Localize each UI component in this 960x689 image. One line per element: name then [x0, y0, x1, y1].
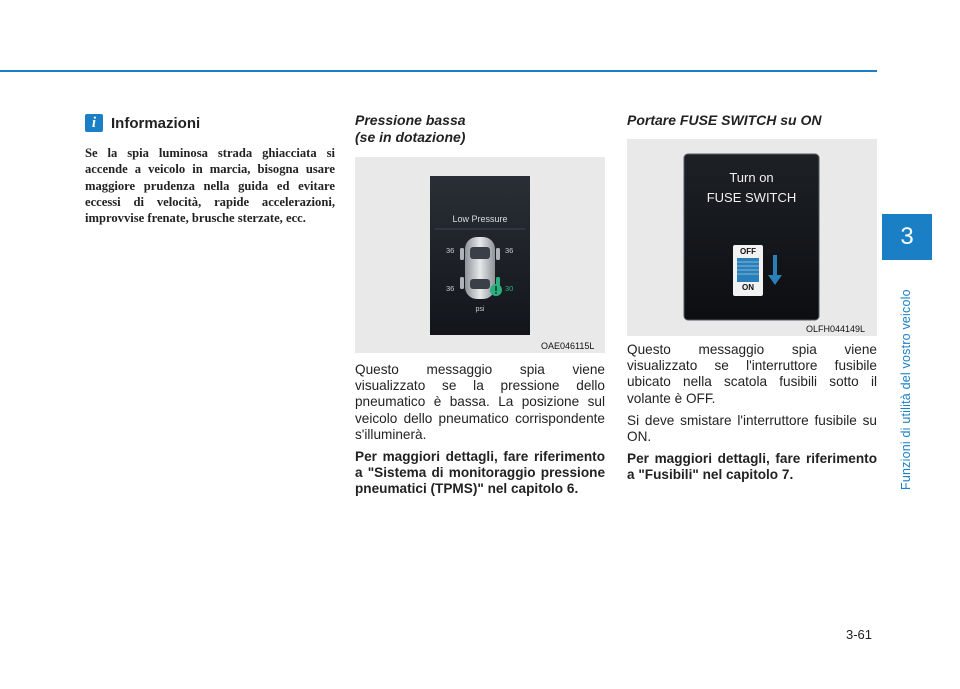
- chapter-number: 3: [900, 223, 914, 250]
- chapter-side-title: [895, 268, 919, 490]
- chapter-number-tab: [882, 214, 932, 260]
- tpms-warning-icon: [490, 284, 502, 296]
- fuse-switch-heading: Portare FUSE SWITCH su ON: [627, 112, 822, 128]
- fuse-switch-text: [627, 342, 877, 490]
- low-pressure-label: Low Pressure: [452, 214, 508, 224]
- info-header: [85, 114, 200, 132]
- fuse-on-label: ON: [742, 283, 754, 292]
- fuse-switch-paragraph-1: Questo messaggio spia viene visualizzato se l'interruttore fusibile ubicato nella scatola fusibili sotto il volante è OFF.: [627, 342, 877, 406]
- tire-rear-right-value: 30: [505, 284, 514, 293]
- fuse-message-line2: FUSE SWITCH: [706, 190, 797, 205]
- page-number: 3-61: [846, 627, 873, 642]
- info-icon: i: [85, 114, 103, 132]
- low-pressure-paragraph: Questo messaggio spia viene visualizzato se la pressione dello pneumatico è bassa. La posizione sul veicolo dello pneumatico corrispondente s'illuminerà.: [355, 362, 605, 442]
- low-pressure-text: [355, 362, 605, 504]
- tire-rear-left-value: 36: [446, 284, 455, 293]
- tire-front-left-value: 36: [446, 246, 455, 255]
- low-pressure-title: Pressione bassa: [355, 112, 466, 128]
- tire-front-right-value: 36: [505, 246, 514, 255]
- low-pressure-subtitle: (se in dotazione): [355, 129, 466, 145]
- top-rule: [0, 70, 877, 72]
- fuse-message-line1: Turn on: [729, 170, 774, 185]
- fuse-switch-paragraph-2: Si deve smistare l'interruttore fusibile su ON.: [627, 412, 877, 445]
- low-pressure-note: Per maggiori dettagli, fare riferimento a "Sistema di monitoraggio pressione pneumatici (TPMS)" nel capitolo 6.: [355, 449, 605, 497]
- pressure-unit: psi: [475, 306, 485, 313]
- figure-code: OAE046115L: [541, 341, 595, 351]
- low-pressure-heading: [355, 112, 605, 146]
- low-pressure-figure: [355, 157, 605, 353]
- fuse-off-label: OFF: [740, 247, 756, 256]
- fuse-switch-figure: [627, 139, 877, 336]
- chapter-title: Funzioni di utilità del vostro veicolo: [899, 289, 913, 490]
- figure-code: OLFH044149L: [806, 324, 866, 334]
- info-title: Informazioni: [111, 114, 201, 132]
- fuse-switch-note: Per maggiori dettagli, fare riferimento a "Fusibili" nel capitolo 7.: [627, 451, 877, 483]
- info-body: Se la spia luminosa strada ghiacciata si accende a veicolo in marcia, bisogna usare maggiore prudenza nella guida ed evitare eccessi di velocità, rapide accelerazioni, improvvise frenate, brusche sterzate, ecc.: [85, 146, 335, 226]
